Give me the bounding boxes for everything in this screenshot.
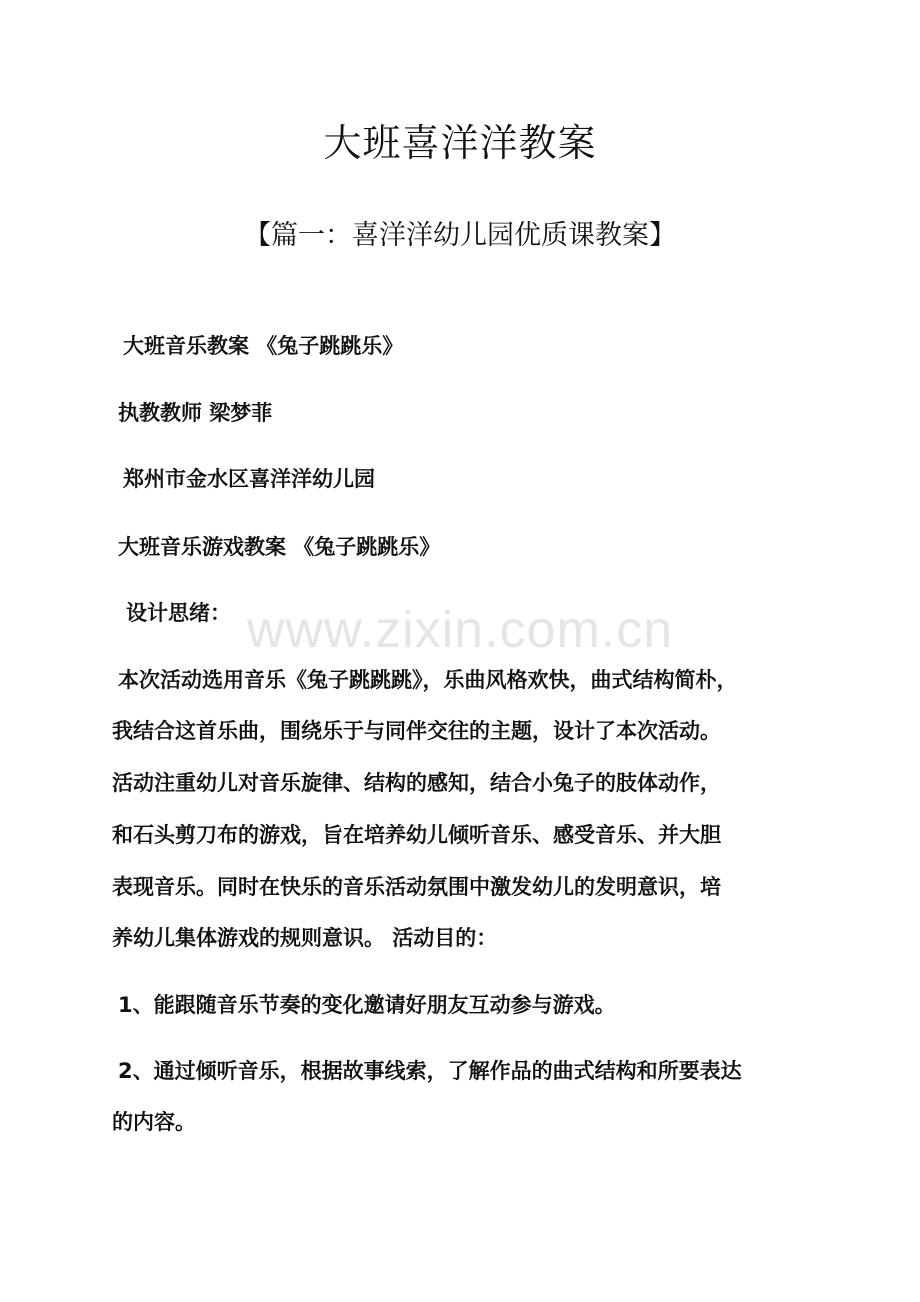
teacher-line: 执教教师 梁梦菲 (118, 401, 273, 425)
paragraph-line: 表现音乐。同时在快乐的音乐活动氛围中激发幼儿的发明意识，培 (112, 875, 721, 899)
goal-item-2: 2、通过倾听音乐，根据故事线索，了解作品的曲式结构和所要表达 (118, 1059, 742, 1083)
paragraph-line: 和石头剪刀布的游戏，旨在培养幼儿倾听音乐、感受音乐、并大胆 (112, 823, 721, 847)
paragraph-line: 活动注重幼儿对音乐旋律、结构的感知，结合小兔子的肢体动作， (112, 771, 721, 795)
lesson-title-line: 大班音乐教案 《兔子跳跳乐》 (123, 334, 404, 358)
paragraph-line: 养幼儿集体游戏的规则意识。 活动目的： (112, 926, 498, 950)
paragraph-line: 本次活动选用音乐《兔子跳跳跳》，乐曲风格欢快，曲式结构简朴， (118, 668, 738, 692)
document-title: 大班喜洋洋教案 (323, 121, 597, 165)
goal-item-1: 1、能跟随音乐节奏的变化邀请好朋友互动参与游戏。 (118, 993, 616, 1017)
game-title-line: 大班音乐游戏教案 《兔子跳跳乐》 (118, 535, 441, 559)
school-line: 郑州市金水区喜洋洋幼儿园 (123, 467, 375, 491)
paragraph-line: 我结合这首乐曲，围绕乐于与同伴交往的主题，设计了本次活动。 (112, 719, 721, 743)
watermark: www.zixin.com.cn (246, 601, 674, 659)
section-heading: 【篇一：喜洋洋幼儿园优质课教案】 (244, 220, 676, 251)
goal-item-2-continuation: 的内容。 (112, 1110, 196, 1134)
design-heading: 设计思绪： (126, 601, 231, 625)
